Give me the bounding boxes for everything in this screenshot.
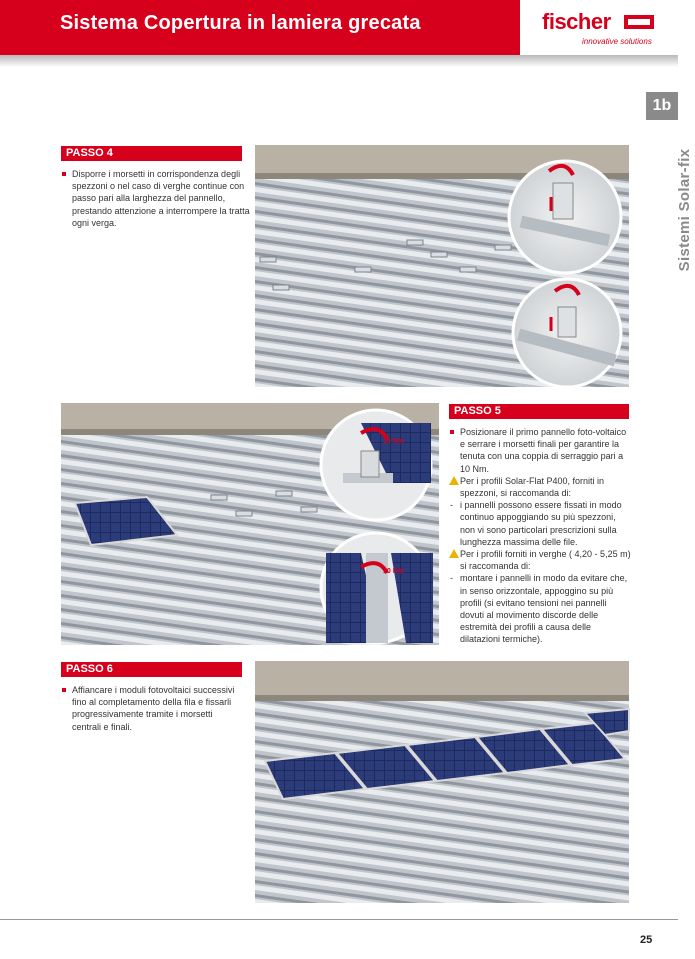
step-5-text: [449, 426, 631, 646]
step-5-warning-2-text: Per i profili forniti in verghe ( 4,20 - 5,25 m) si raccomanda di:: [460, 549, 631, 572]
header-bar: [0, 0, 520, 55]
chapter-label: Sistemi Solar-fix: [676, 148, 693, 272]
step-5-dash-2: - montare i pannelli in modo da evitare che, in senso orizzontale, appoggino su più profili (si evitano tensioni nei pannelli dovuti al movimento discorde delle estremità dei profili a causa delle dilatazioni termiche).: [449, 572, 631, 645]
footer-divider: [0, 919, 678, 920]
step-4-text: [61, 168, 251, 229]
chapter-tab: 1b: [646, 92, 678, 120]
page-title: Sistema Copertura in lamiera grecata: [60, 12, 421, 34]
step-4-heading: PASSO 4: [61, 146, 242, 161]
step-6-bullet: Affiancare i moduli fotovoltaici successivi fino al completamento della fila e fissarli progressivamente tramite i morsetti centrali e finali.: [61, 684, 241, 733]
warning-icon: [449, 476, 459, 485]
logo-badge-icon: [624, 15, 654, 29]
step-5-warning-2: [449, 548, 631, 572]
torque-label-1: 10 Nm: [383, 438, 405, 445]
step-5-warning-1: [449, 475, 631, 499]
step-6-heading: PASSO 6: [61, 662, 242, 677]
step-6-text: [61, 684, 241, 733]
step-5-dash-1: - i pannelli possono essere fissati in modo continuo appoggiando su più spezzoni, non vi sono particolari prescrizioni sulla lunghezza massima delle file.: [449, 499, 631, 548]
header-shadow: [0, 55, 678, 67]
step-5-photo: [61, 403, 439, 645]
step-5-bullet: Posizionare il primo pannello foto-voltaico e serrare i morsetti finali per garantire la tenuta con una coppia di serraggio pari a 10 Nm.: [449, 426, 631, 475]
step-4-bullet: Disporre i morsetti in corrispondenza degli spezzoni o nel caso di verghe continue con passo pari alla larghezza del pannello, prestando attenzione a interrompere la tratta ogni verga.: [61, 168, 251, 229]
logo-tagline: innovative solutions: [582, 37, 652, 46]
step-6-photo: [255, 661, 629, 903]
torque-label-2: 10 Nm: [383, 568, 405, 575]
step-4-photo: [255, 145, 629, 387]
page-number: 25: [640, 934, 653, 946]
step-5-heading: PASSO 5: [449, 404, 629, 419]
warning-icon: [449, 549, 459, 558]
logo-wordmark: fischer: [542, 9, 611, 34]
step-5-warning-1-text: Per i profili Solar-Flat P400, forniti in spezzoni, si raccomanda di:: [460, 475, 605, 499]
fischer-logo: [520, 0, 678, 55]
